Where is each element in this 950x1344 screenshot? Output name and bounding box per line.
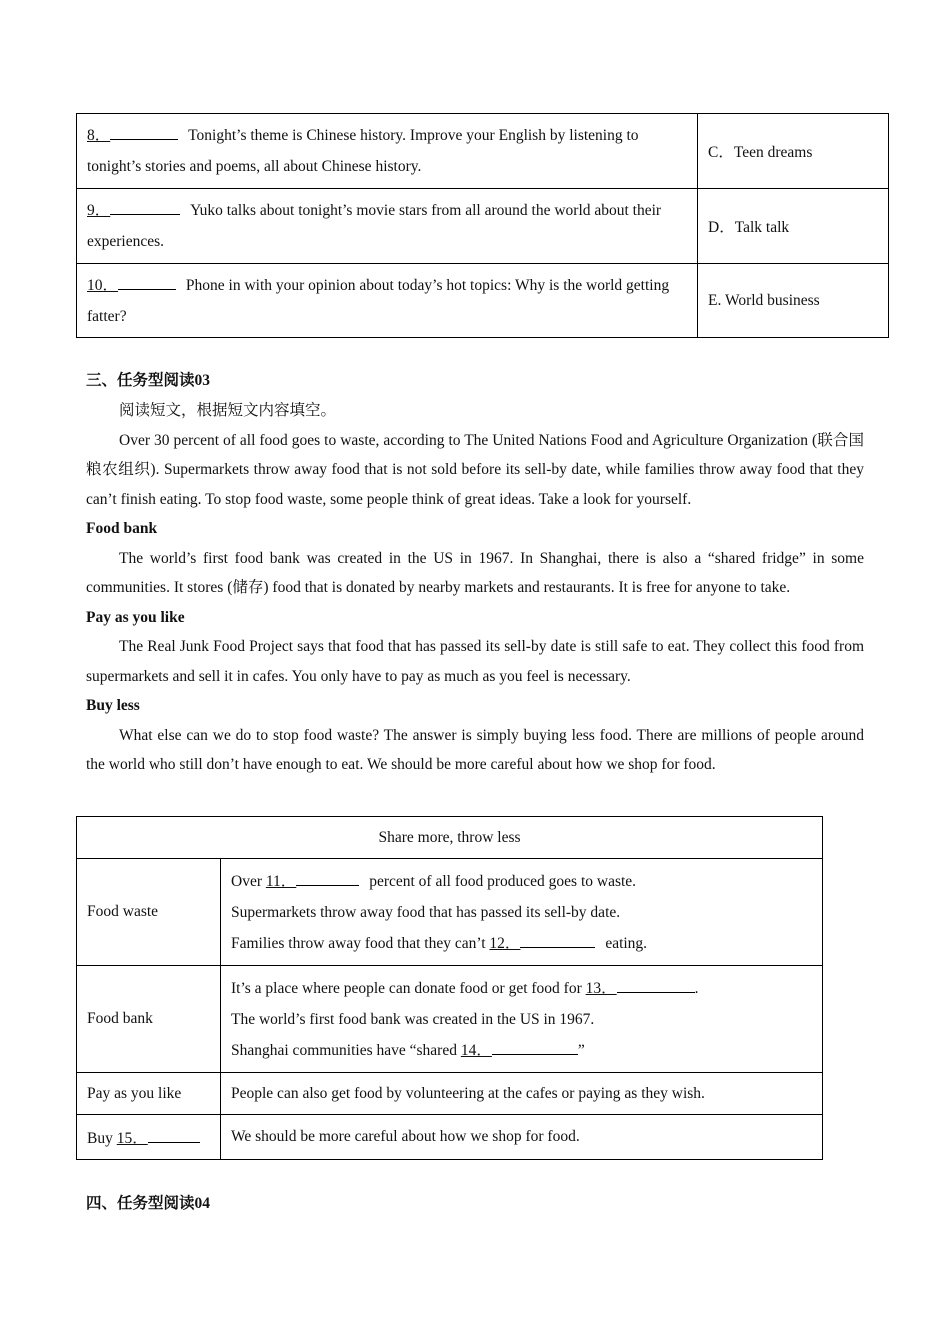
answer-blank[interactable]: [492, 1040, 578, 1055]
paragraph: Over 30 percent of all food goes to waste, according to The United Nations Food and Agriculture Organization (联合国粮农组织). Supermarkets throw away food that is not sold before its sell-by date, while families throw away food that they can’t finish eating. To stop food waste, some people think of great ideas. Take a look for yourself.: [86, 431, 864, 508]
answer-blank[interactable]: [617, 978, 695, 993]
row-label: Pay as you like: [77, 1073, 221, 1115]
table-row: [77, 264, 889, 338]
matching-option: E. World business: [698, 264, 889, 338]
paragraph: The Real Junk Food Project says that food that has passed its sell-by date is still safe to eat. They collect this food from supermarkets and sell it in cafes. You only have to pay as much as you feel is necessary.: [86, 638, 864, 685]
blank-number: 11．: [265, 872, 297, 890]
blank-number: 12．: [489, 934, 521, 952]
row-content: Over 11． percent of all food produced goes to waste. Supermarkets throw away food that has passed its sell-by date. Families throw away food that they can’t 12． eating.: [221, 859, 823, 966]
matching-option: C．Teen dreams: [698, 114, 889, 189]
table-row: [77, 1115, 823, 1160]
answer-blank[interactable]: [110, 200, 180, 215]
answer-blank[interactable]: [110, 125, 178, 140]
subheading: Pay as you like: [86, 608, 185, 626]
row-content: It’s a place where people can donate food or get food for 13． . The world’s first food bank was created in the US in 1967. Shanghai communities have “shared 14． ”: [221, 966, 823, 1073]
table-row: [77, 114, 889, 189]
blank-number: 15．: [116, 1130, 148, 1147]
paragraph: The world’s first food bank was created in the US in 1967. In Shanghai, there is also a “shared fridge” in some communities. It stores (储存) food that is donated by nearby markets and restaurants. It is free for anyone to take.: [86, 549, 864, 596]
question-text: Yuko talks about tonight’s movie stars from all around the world about their experiences.: [87, 202, 662, 250]
table-title: Share more, throw less: [77, 817, 823, 859]
subheading: Buy less: [86, 697, 140, 714]
answer-blank[interactable]: [296, 871, 359, 886]
table-row: [77, 1073, 823, 1115]
paragraph: What else can we do to stop food waste? The answer is simply buying less food. There are millions of people around the world who still don’t have enough to eat. We should be more careful about how we shop for food.: [86, 726, 864, 773]
matching-question: [77, 264, 698, 338]
instruction: 阅读短文，根据短文内容填空。: [119, 402, 337, 419]
passage: [86, 396, 864, 780]
matching-table: [76, 113, 889, 338]
answer-blank[interactable]: [520, 933, 595, 948]
row-label: Buy 15．: [77, 1115, 221, 1160]
answer-blank[interactable]: [118, 275, 176, 290]
matching-question: [77, 114, 698, 189]
table-row: [77, 966, 823, 1073]
question-number: 8．: [87, 127, 111, 144]
matching-question: [77, 189, 698, 264]
row-label: Food bank: [77, 966, 221, 1073]
row-content: People can also get food by volunteering at the cafes or paying as they wish.: [221, 1073, 823, 1115]
matching-option: D．Talk talk: [698, 189, 889, 264]
summary-table: [76, 816, 823, 1160]
question-text: Phone in with your opinion about today’s hot topics: Why is the world getting fatter?: [87, 276, 670, 325]
row-label: Food waste: [77, 859, 221, 966]
answer-blank[interactable]: [148, 1128, 200, 1143]
question-number: 10．: [87, 276, 119, 294]
table-row: [77, 189, 889, 264]
section-heading: 四、任务型阅读04: [86, 1195, 211, 1212]
row-content: We should be more careful about how we shop for food.: [221, 1115, 823, 1160]
question-text: Tonight’s theme is Chinese history. Improve your English by listening to tonight’s stories and poems, all about Chinese history.: [87, 127, 639, 175]
table-row: [77, 817, 823, 859]
section-heading: 三、任务型阅读03: [86, 372, 211, 389]
subheading: Food bank: [86, 520, 158, 537]
question-number: 9．: [87, 202, 111, 219]
table-row: [77, 859, 823, 966]
blank-number: 14．: [460, 1041, 492, 1059]
blank-number: 13．: [585, 979, 617, 997]
